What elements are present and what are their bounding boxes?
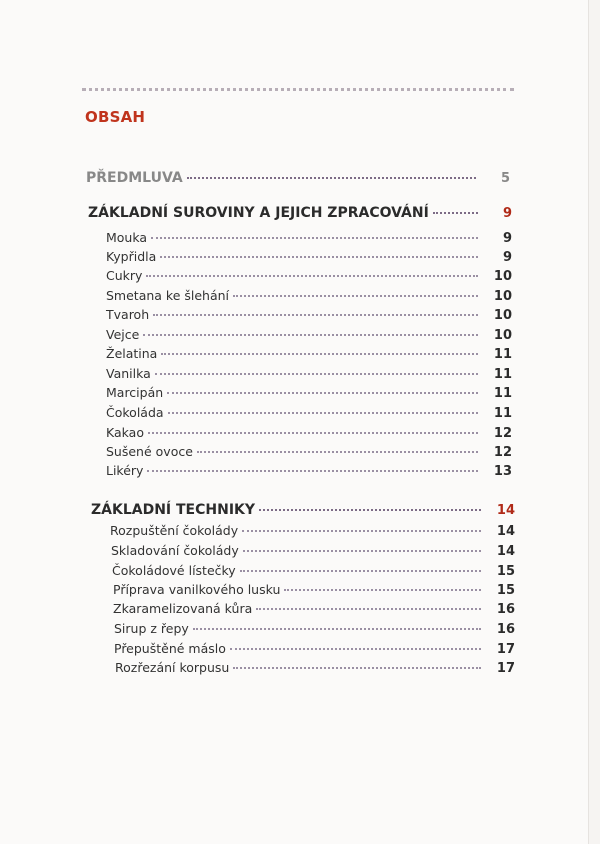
- dot-leader: [153, 314, 478, 316]
- toc-item[interactable]: [113, 582, 515, 598]
- toc-item-label: Rozřezání korpusu: [115, 660, 230, 675]
- toc-page-number: 11: [493, 347, 512, 362]
- toc-entry-preface[interactable]: [86, 170, 510, 186]
- toc-item-label: Tvaroh: [106, 307, 150, 322]
- toc-item[interactable]: [110, 523, 515, 539]
- dot-leader: [161, 353, 478, 355]
- toc-item-label: Mouka: [106, 230, 148, 245]
- dot-leader: [143, 334, 478, 336]
- toc-page-number: 16: [496, 622, 515, 637]
- dot-leader: [233, 667, 481, 669]
- dot-leader: [146, 275, 478, 277]
- toc-page-number: 5: [500, 171, 510, 186]
- toc-item[interactable]: [112, 563, 515, 579]
- dot-leader: [155, 373, 478, 375]
- toc-item[interactable]: [106, 463, 512, 479]
- toc-item[interactable]: [106, 230, 512, 246]
- toc-page-number: 10: [493, 328, 512, 343]
- toc-section-label: ZÁKLADNÍ TECHNIKY: [91, 502, 256, 518]
- dot-leader: [167, 392, 478, 394]
- toc-page-number: 10: [493, 269, 512, 284]
- toc-item[interactable]: [106, 444, 512, 460]
- toc-item-label: Vanilka: [106, 366, 151, 381]
- toc-section-label: ZÁKLADNÍ SUROVINY A JEJICH ZPRACOVÁNÍ: [88, 205, 429, 221]
- toc-item[interactable]: [114, 621, 515, 637]
- toc-item-label: Želatina: [106, 346, 158, 361]
- dot-leader: [233, 295, 478, 297]
- toc-section-heading[interactable]: [91, 502, 515, 518]
- toc-page-number: 10: [493, 289, 512, 304]
- toc-page-number: 12: [493, 445, 512, 460]
- dot-leader: [151, 237, 478, 239]
- toc-item-label: Rozpuštění čokolády: [110, 523, 239, 538]
- toc-item[interactable]: [106, 405, 512, 421]
- toc-page-number: 9: [502, 206, 512, 221]
- toc-item[interactable]: [106, 307, 512, 323]
- toc-page-number: 11: [493, 386, 512, 401]
- dot-leader: [187, 177, 476, 179]
- dotted-divider: [82, 88, 514, 91]
- toc-item[interactable]: [106, 385, 512, 401]
- dot-leader: [242, 530, 481, 532]
- toc-page-number: 13: [493, 464, 512, 479]
- toc-page-number: 11: [493, 406, 512, 421]
- toc-page-number: 15: [496, 564, 515, 579]
- toc-item[interactable]: [115, 660, 515, 676]
- toc-item[interactable]: [106, 288, 512, 304]
- toc-page-number: 15: [496, 583, 515, 598]
- toc-item[interactable]: [113, 601, 515, 617]
- dot-leader: [259, 509, 481, 511]
- toc-item-label: Cukry: [106, 268, 143, 283]
- dot-leader: [243, 550, 481, 552]
- dot-leader: [148, 432, 478, 434]
- toc-title: OBSAH: [85, 108, 146, 126]
- toc-item-label: Vejce: [106, 327, 140, 342]
- toc-item-label: Marcipán: [106, 385, 164, 400]
- toc-page-number: 14: [496, 524, 515, 539]
- toc-page-number: 12: [493, 426, 512, 441]
- toc-item[interactable]: [106, 268, 512, 284]
- toc-item-label: Skladování čokolády: [111, 543, 239, 558]
- dot-leader: [433, 212, 478, 214]
- toc-item[interactable]: [106, 346, 512, 362]
- toc-item[interactable]: [106, 366, 512, 382]
- toc-item[interactable]: [111, 543, 515, 559]
- toc-item-label: Příprava vanilkového lusku: [113, 582, 281, 597]
- dot-leader: [197, 451, 478, 453]
- toc-item-label: Čokoládové lístečky: [112, 563, 236, 578]
- toc-item-label: Zkaramelizovaná kůra: [113, 601, 253, 616]
- toc-page-number: 16: [496, 602, 515, 617]
- toc-item-label: Přepuštěné máslo: [114, 641, 226, 656]
- dot-leader: [240, 570, 481, 572]
- toc-page-number: 14: [496, 544, 515, 559]
- toc-item-label: Kypřidla: [106, 249, 157, 264]
- toc-page-number: 9: [502, 250, 512, 265]
- toc-item[interactable]: [114, 641, 515, 657]
- dot-leader: [160, 256, 478, 258]
- toc-item[interactable]: [106, 249, 512, 265]
- toc-item-label: Likéry: [106, 463, 144, 478]
- dot-leader: [168, 412, 478, 414]
- toc-item[interactable]: [106, 327, 512, 343]
- dot-leader: [193, 628, 481, 630]
- toc-page-number: 14: [496, 503, 515, 518]
- toc-page-number: 11: [493, 367, 512, 382]
- dot-leader: [147, 470, 478, 472]
- toc-page-number: 10: [493, 308, 512, 323]
- toc-page-number: 17: [496, 661, 515, 676]
- toc-item-label: Kakao: [106, 425, 144, 440]
- toc-item-label: Sirup z řepy: [114, 621, 189, 636]
- dot-leader: [284, 589, 481, 591]
- toc-page-number: 9: [502, 231, 512, 246]
- toc-page-number: 17: [496, 642, 515, 657]
- toc-section-heading[interactable]: [88, 205, 512, 221]
- toc-item-label: Čokoláda: [106, 405, 164, 420]
- dot-leader: [256, 608, 481, 610]
- toc-item-label: Sušené ovoce: [106, 444, 193, 459]
- toc-item[interactable]: [106, 425, 512, 441]
- toc-entry-label: PŘEDMLUVA: [86, 170, 183, 186]
- toc-item-label: Smetana ke šlehání: [106, 288, 230, 303]
- dot-leader: [230, 648, 481, 650]
